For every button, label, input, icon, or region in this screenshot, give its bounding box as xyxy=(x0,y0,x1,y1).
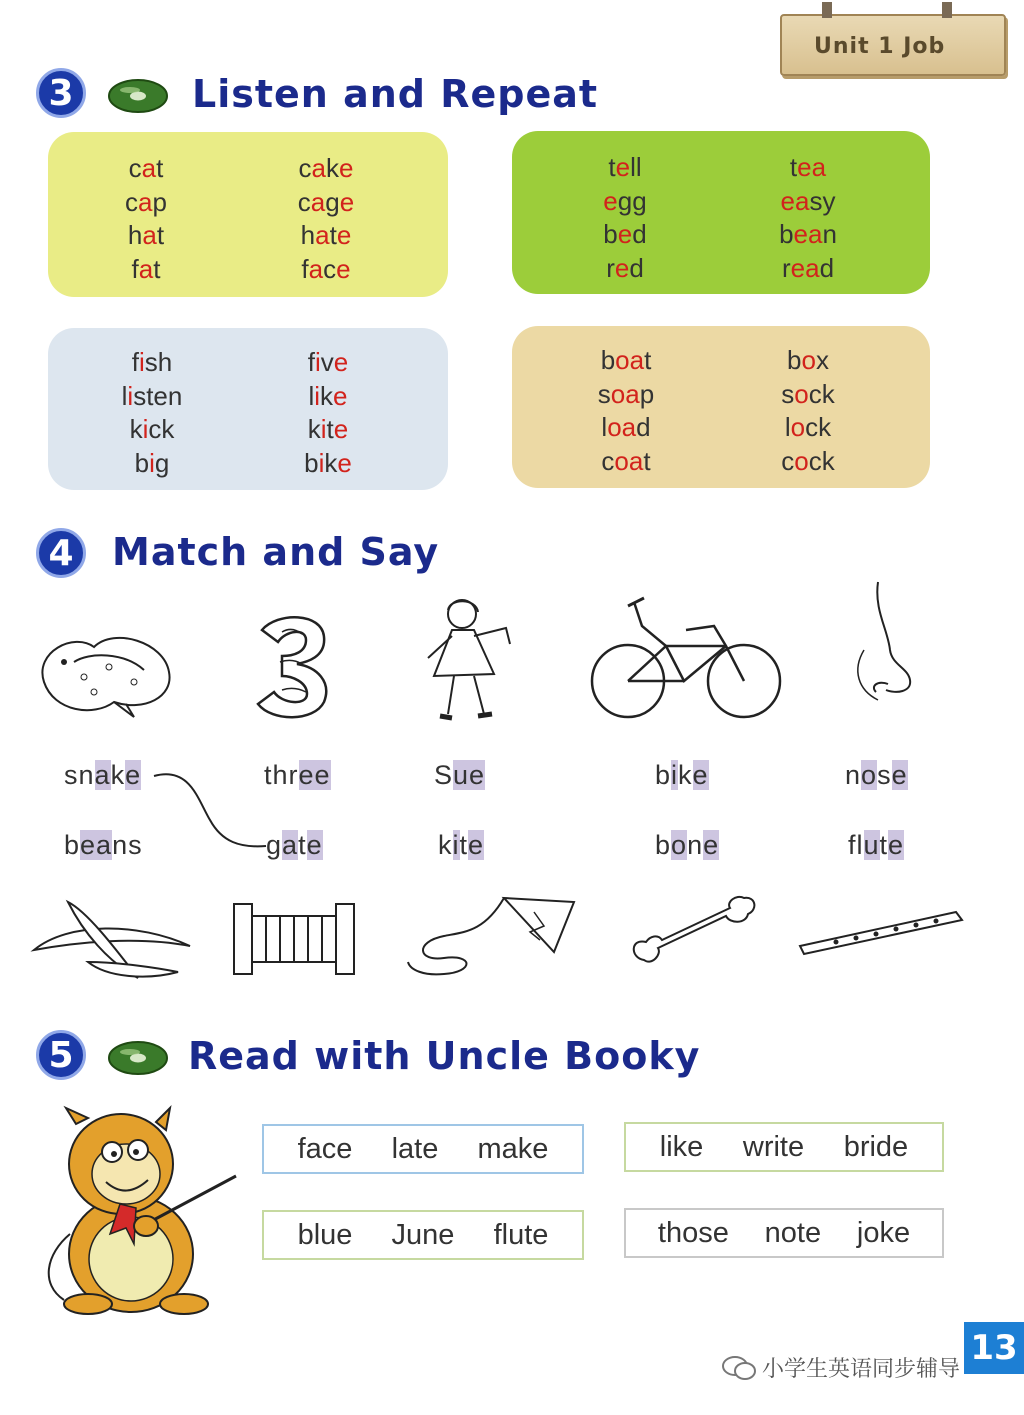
vowel-highlight: e xyxy=(333,347,349,377)
vowel-highlight: oa xyxy=(607,412,637,442)
read-word: flute xyxy=(493,1218,549,1251)
match-word-bone[interactable]: bone xyxy=(655,830,720,860)
word: cock xyxy=(781,445,835,476)
vowel-highlight: i xyxy=(318,447,325,478)
girl-sue-picture xyxy=(414,596,524,731)
vowel-highlight: e xyxy=(603,185,618,216)
word: sock xyxy=(781,378,835,409)
word-column-short-o xyxy=(758,344,858,478)
vowel-highlight: a xyxy=(138,186,153,217)
read-word: blue xyxy=(297,1218,353,1251)
word: hat xyxy=(127,220,165,250)
read-word: those xyxy=(657,1216,729,1249)
word: bike xyxy=(304,447,352,478)
word: five xyxy=(307,347,349,377)
vowel-mark: u xyxy=(863,830,880,860)
word: fat xyxy=(131,253,161,284)
audio-disc-icon[interactable] xyxy=(108,78,168,114)
read-word: note xyxy=(764,1216,822,1249)
word: big xyxy=(134,447,170,478)
match-word-beans[interactable]: beans xyxy=(64,830,143,860)
gate-picture xyxy=(232,898,357,978)
word: lock xyxy=(784,412,832,442)
section-number-4: 4 xyxy=(36,528,86,578)
vowel-highlight: a xyxy=(308,253,324,284)
bike-picture xyxy=(586,596,786,721)
vowel-highlight: e xyxy=(614,252,630,283)
snake-picture xyxy=(34,622,184,722)
vowel-highlight: i xyxy=(320,414,327,444)
word-column-short-a xyxy=(106,152,186,286)
read-word: June xyxy=(391,1218,455,1251)
word-column-short-e xyxy=(580,151,670,285)
read-box-i xyxy=(624,1122,944,1172)
word: box xyxy=(787,345,829,375)
word-panel-e xyxy=(512,131,930,294)
word-column-long-e xyxy=(758,151,858,285)
uncle-booky-monkey xyxy=(36,1104,246,1319)
vowel-highlight: a xyxy=(142,220,157,250)
bone-picture xyxy=(626,894,761,966)
match-word-three[interactable]: three xyxy=(264,760,331,790)
vowel-highlight: a xyxy=(138,253,154,284)
vowel-highlight: a xyxy=(141,153,157,183)
vowel-mark: ue xyxy=(453,760,486,790)
vowel-highlight: a xyxy=(310,186,326,217)
word: listen xyxy=(121,380,183,411)
word: cake xyxy=(298,153,354,183)
vowel-mark: ea xyxy=(80,830,113,860)
word: cap xyxy=(125,186,167,217)
word: easy xyxy=(780,185,836,216)
vowel-highlight: i xyxy=(314,380,321,411)
vowel-mark: i xyxy=(671,760,679,790)
word: like xyxy=(308,380,348,411)
word: coat xyxy=(601,445,651,476)
word: kite xyxy=(307,414,349,444)
word: red xyxy=(606,252,644,283)
word-column-long-a xyxy=(276,152,376,286)
vowel-highlight: i xyxy=(314,347,321,377)
section-title: Read with Uncle Booky xyxy=(188,1034,701,1078)
match-word-flute[interactable]: flute xyxy=(848,830,905,860)
read-box-o xyxy=(624,1208,944,1258)
word-column-short-i xyxy=(102,346,202,480)
kite-picture xyxy=(404,892,579,982)
vowel-mark: e xyxy=(703,830,720,860)
unit-label: Unit 1 Job xyxy=(814,34,946,59)
match-word-kite[interactable]: kite xyxy=(438,830,485,860)
word: boat xyxy=(600,345,652,375)
word-panel-a xyxy=(48,132,448,297)
vowel-highlight: e xyxy=(615,152,631,182)
vowel-mark: e xyxy=(306,830,323,860)
vowel-mark: e xyxy=(125,760,142,790)
word: egg xyxy=(603,185,647,216)
vowel-highlight: ea xyxy=(793,219,823,249)
match-word-sue[interactable]: Sue xyxy=(434,760,486,790)
sign-post xyxy=(942,2,952,18)
read-word: face xyxy=(297,1132,353,1165)
vowel-mark: i xyxy=(452,830,460,860)
vowel-highlight: o xyxy=(790,412,806,442)
vowel-highlight: oa xyxy=(615,345,645,375)
nose-picture xyxy=(848,580,918,710)
section-number-3: 3 xyxy=(36,68,86,118)
vowel-highlight: i xyxy=(127,380,134,411)
vowel-mark: e xyxy=(891,760,908,790)
word-column-long-i xyxy=(278,346,378,480)
vowel-highlight: e xyxy=(336,220,352,250)
section-title: Listen and Repeat xyxy=(192,72,599,116)
vowel-highlight: e xyxy=(337,447,352,478)
word: cage xyxy=(297,186,355,217)
word: cat xyxy=(128,153,164,183)
word-column-long-o xyxy=(576,344,676,478)
word: bean xyxy=(779,219,837,249)
vowel-highlight: oa xyxy=(610,378,640,409)
vowel-mark: e xyxy=(692,760,709,790)
vowel-highlight: o xyxy=(794,378,809,409)
read-word: like xyxy=(659,1130,704,1163)
vowel-highlight: o xyxy=(801,345,816,375)
vowel-mark: o xyxy=(861,760,878,790)
vowel-highlight: e xyxy=(617,219,633,249)
match-word-nose[interactable]: nose xyxy=(845,760,908,790)
vowel-highlight: e xyxy=(339,186,355,217)
match-word-gate[interactable]: gate xyxy=(266,830,323,860)
read-word: make xyxy=(477,1132,549,1165)
word: fish xyxy=(131,347,173,377)
word: read xyxy=(781,252,835,283)
vowel-highlight: oa xyxy=(614,445,644,476)
vowel-mark: o xyxy=(671,830,688,860)
vowel-highlight: ea xyxy=(797,152,827,182)
vowel-mark: ee xyxy=(298,760,331,790)
word-panel-o xyxy=(512,326,930,488)
word: hate xyxy=(300,220,352,250)
read-word: joke xyxy=(856,1216,911,1249)
section-title: Match and Say xyxy=(112,530,440,574)
vowel-highlight: i xyxy=(138,347,145,377)
match-line xyxy=(150,770,270,855)
vowel-highlight: i xyxy=(142,414,149,444)
vowel-highlight: ea xyxy=(780,185,810,216)
word: kick xyxy=(129,414,175,444)
word: soap xyxy=(597,378,655,409)
chat-bubble-icon xyxy=(722,1355,756,1381)
audio-disc-icon[interactable] xyxy=(108,1040,168,1076)
section-number-5: 5 xyxy=(36,1030,86,1080)
word: bed xyxy=(603,219,647,249)
vowel-highlight: e xyxy=(336,253,351,284)
vowel-highlight: e xyxy=(339,153,354,183)
vowel-highlight: i xyxy=(149,447,155,478)
vowel-mark: a xyxy=(282,830,299,860)
vowel-highlight: ea xyxy=(790,252,820,283)
vowel-highlight: a xyxy=(315,220,330,250)
vowel-highlight: e xyxy=(333,414,349,444)
page-number: 13 xyxy=(964,1322,1024,1374)
vowel-mark: a xyxy=(94,760,111,790)
vowel-mark: e xyxy=(468,830,485,860)
watermark-text: 小学生英语同步辅导 xyxy=(762,1357,961,1382)
read-word: write xyxy=(742,1130,805,1163)
read-box-a xyxy=(262,1124,584,1174)
vowel-mark: e xyxy=(888,830,905,860)
word: tea xyxy=(789,152,827,182)
sign-post xyxy=(822,2,832,18)
read-box-u xyxy=(262,1210,584,1260)
unit-sign xyxy=(780,14,1006,76)
flute-picture xyxy=(796,904,966,956)
vowel-highlight: a xyxy=(311,153,326,183)
number-three-picture xyxy=(252,612,337,722)
match-word-snake[interactable]: snake xyxy=(64,760,142,790)
match-word-bike[interactable]: bike xyxy=(655,760,709,790)
word: load xyxy=(601,412,651,442)
word: tell xyxy=(608,152,642,182)
word-panel-i xyxy=(48,328,448,490)
word: face xyxy=(301,253,351,284)
vowel-highlight: o xyxy=(794,445,809,476)
read-word: bride xyxy=(843,1130,909,1163)
vowel-highlight: e xyxy=(333,380,348,411)
watermark xyxy=(722,1352,960,1383)
read-word: late xyxy=(391,1132,439,1165)
beans-picture xyxy=(28,892,193,984)
